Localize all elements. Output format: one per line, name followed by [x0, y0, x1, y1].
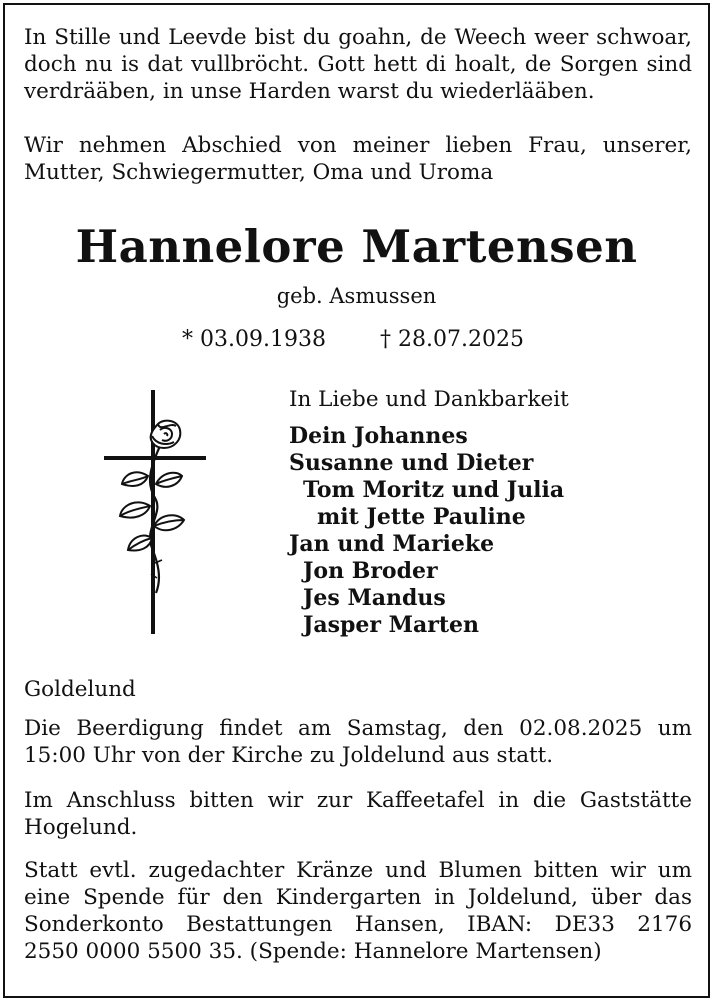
place-name: Goldelund — [24, 677, 136, 702]
poem — [24, 24, 692, 105]
farewell-text — [24, 132, 692, 186]
list-item: mit Jette Pauline — [317, 504, 526, 530]
donation-line: Sonderkonto Bestattungen Hansen, IBAN: DE33 2176 — [24, 912, 692, 937]
list-item: Dein Johannes — [289, 423, 468, 449]
funeral-info — [24, 715, 692, 769]
list-item: Tom Moritz und Julia — [303, 477, 565, 503]
birth-name: geb. Asmussen — [276, 284, 437, 308]
poem-line: doch nu is dat vullbröcht. Gott hett di hoalt, de Sorgen sind — [24, 52, 692, 77]
mourners-list — [289, 423, 564, 639]
deceased-name: Hannelore Martensen — [75, 220, 638, 273]
poem-line: verdrääben, in unse Harden warst du wiederlääben. — [24, 79, 595, 104]
poem-line: In Stille und Leevde bist du goahn, de Weech weer schwoar, — [24, 25, 692, 50]
cross-with-rose-icon — [100, 388, 210, 638]
list-item: Jes Mandus — [303, 585, 446, 611]
donation-line: Statt evtl. zugedachter Kränze und Blumen bitten wir um — [24, 858, 692, 883]
list-item: Jasper Marten — [303, 612, 480, 638]
reception-info — [24, 787, 692, 841]
funeral-line: 15:00 Uhr von der Kirche zu Joldelund aus statt. — [24, 743, 554, 768]
farewell-line: Mutter, Schwiegermutter, Oma und Uroma — [24, 160, 494, 185]
donation-info — [24, 857, 692, 965]
reception-line: Hogelund. — [24, 815, 138, 840]
list-item: Jan und Marieke — [289, 531, 495, 557]
farewell-line: Wir nehmen Abschied von meiner lieben Frau, unserer, — [24, 133, 692, 158]
list-item: Jon Broder — [303, 558, 438, 584]
mourners-intro: In Liebe und Dankbarkeit — [289, 387, 569, 412]
list-item: Susanne und Dieter — [289, 450, 534, 476]
funeral-line: Die Beerdigung findet am Samstag, den 02.08.2025 um — [24, 716, 692, 741]
death-date: † 28.07.2025 — [380, 327, 524, 352]
birth-date: * 03.09.1938 — [182, 327, 326, 352]
donation-line: 2550 0000 5500 35. (Spende: Hannelore Martensen) — [24, 939, 602, 964]
reception-line: Im Anschluss bitten wir zur Kaffeetafel in die Gaststätte — [24, 788, 692, 813]
donation-line: eine Spende für den Kindergarten in Joldelund, über das — [24, 885, 692, 910]
